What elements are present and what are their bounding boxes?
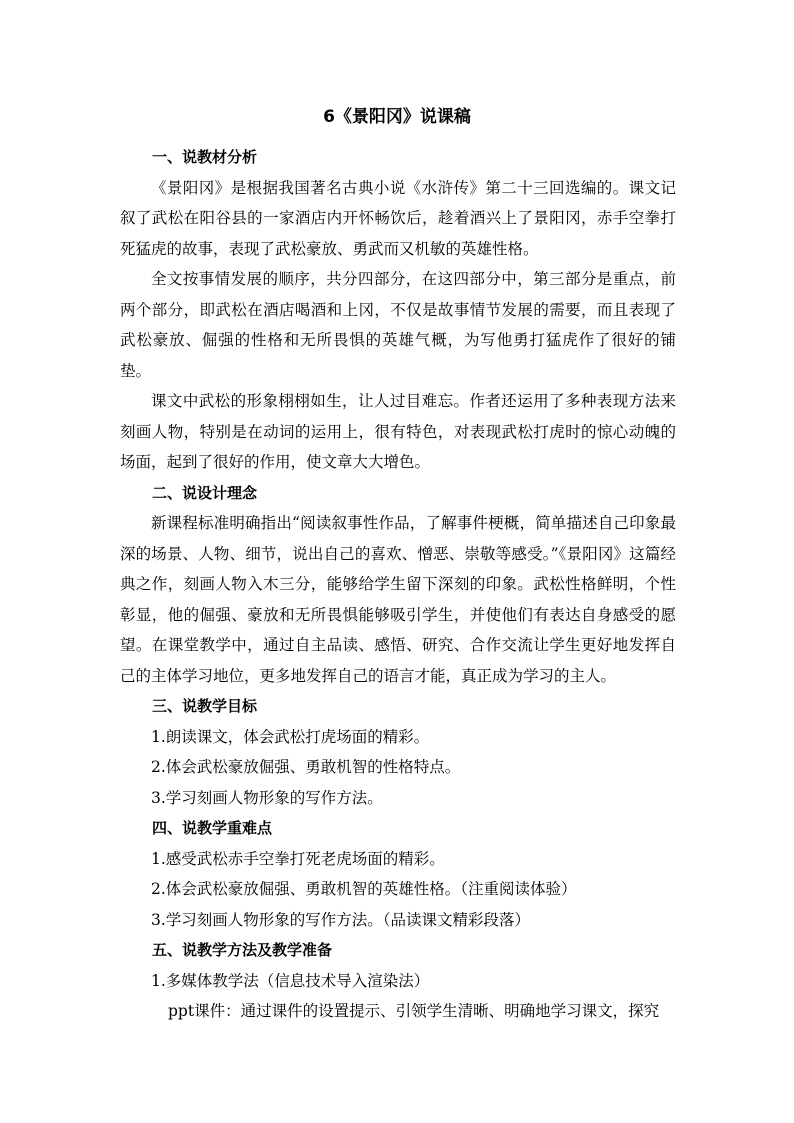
paragraph: ppt课件：通过课件的设置提示、引领学生清晰、明确地学习课文，探究 [168,1002,660,1020]
paragraph: 新课程标准明确指出“阅读叙事性作品，了解事件梗概，简单描述自己印象最深的场景、人物、细节，说出自己的喜欢、憎恶、崇敬等感受。”《景阳冈》这篇经典之作，刻画人物入木三分，能够给学生留下深刻的印象。武松性格鲜明，个性彰显，他的倔强、豪放和无所畏惧能够吸引学生，并使他们有表达自身感受的愿望。在课堂教学中，通过自主品读、感悟、研究、合作交流让学生更好地发挥自己的主体学习地位，更多地发挥自己的语言才能，真正成为学习的主人。 [120,514,676,685]
document-body [120,142,676,1027]
paragraph: 全文按事情发展的顺序，共分四部分，在这四部分中，第三部分是重点，前两个部分，即武松在酒店喝酒和上冈，不仅是故事情节发展的需要，而且表现了武松豪放、倔强的性格和无所畏惧的英雄气概，为写他勇打猛虎作了很好的铺垫。 [120,270,676,380]
list-item: 1.朗读课文，体会武松打虎场面的精彩。 [151,727,430,746]
list-item: 3.学习刻画人物形象的写作方法。（品读课文精彩段落） [151,910,531,929]
list-item: 1.感受武松赤手空拳打死老虎场面的精彩。 [151,849,445,868]
list-item: 2.体会武松豪放倔强、勇敢机智的性格特点。 [151,758,461,776]
list-item: 3.学习刻画人物形象的写作方法。 [151,788,383,807]
document-title: 6《景阳冈》说课稿 [323,107,471,127]
list-item: 2.体会武松豪放倔强、勇敢机智的英雄性格。（注重阅读体验） [151,880,577,898]
list-item: 1.多媒体教学法（信息技术导入渲染法） [151,971,430,990]
section-heading-textbook-analysis: 一、说教材分析 [152,148,258,166]
paragraph: 课文中武松的形象栩栩如生，让人过目难忘。作者还运用了多种表现方法来刻画人物，特别是在动词的运用上，很有特色，对表现武松打虎时的惊心动魄的场面，起到了很好的作用，使文章大大增色。 [120,392,676,471]
section-heading-methods: 五、说教学方法及教学准备 [152,941,333,959]
section-heading-teaching-goals: 三、说教学目标 [152,697,258,715]
section-heading-design-concept: 二、说设计理念 [152,483,258,502]
section-heading-key-points: 四、说教学重难点 [152,819,273,837]
paragraph: 《景阳冈》是根据我国著名古典小说《水浒传》第二十三回选编的。课文记叙了武松在阳谷县的一家酒店内开怀畅饮后，趁着酒兴上了景阳冈，赤手空拳打死猛虎的故事，表现了武松豪放、勇武而又机敏的英雄性格。 [120,178,676,258]
